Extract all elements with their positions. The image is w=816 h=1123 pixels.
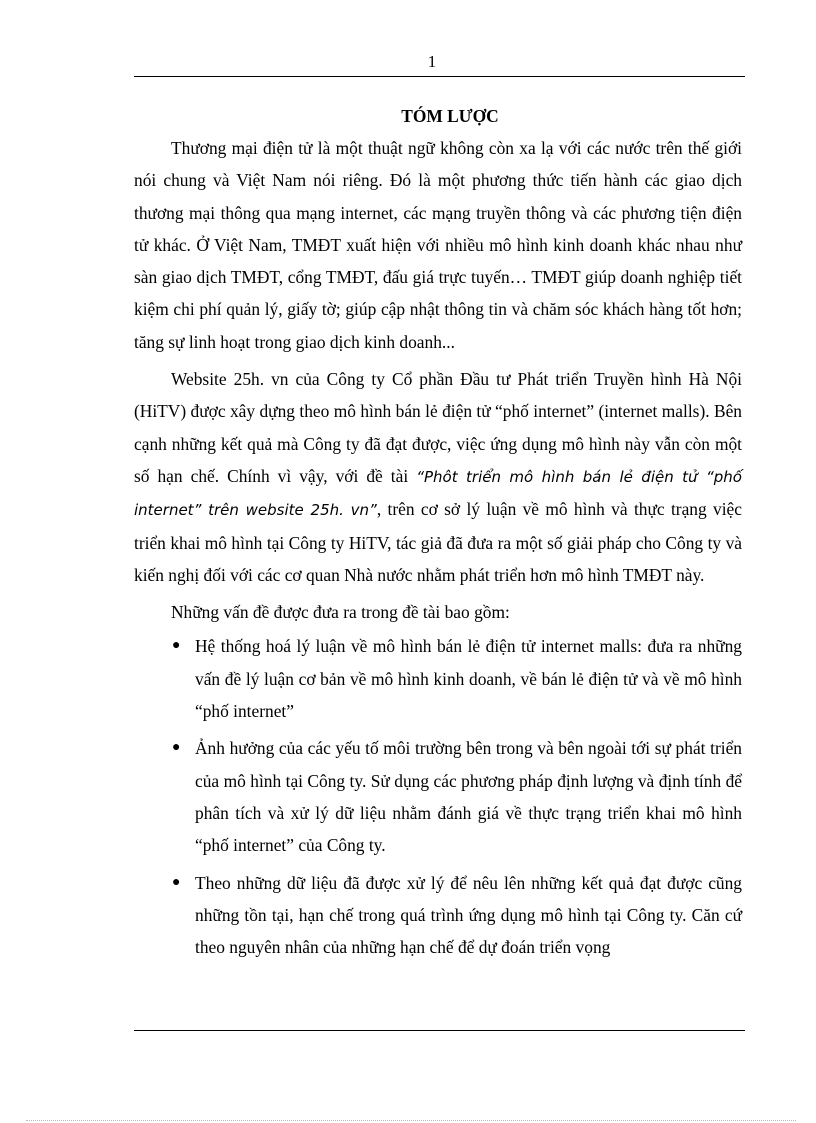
issues-list <box>134 630 742 963</box>
header-rule <box>134 76 745 77</box>
paragraph-website-text-2: , trên cơ sở lý luận về mô hình và thực trạng việc triển khai mô hình tại Công ty HiTV, tác giả đã đưa ra một số giải pháp cho Công ty và kiến nghị đối với các cơ quan Nhà nước nhằm phát triển hơn mô hình TMĐT này. <box>134 499 742 585</box>
list-item-text: Theo những dữ liệu đã được xử lý để nêu lên những kết quả đạt được cũng những tồn tại, hạn chế trong quá trình ứng dụng mô hình tại Công ty. Căn cứ theo nguyên nhân của những hạn chế để dự đoán triển vọng <box>195 872 742 958</box>
paragraph-intro: Thương mại điện tử là một thuật ngữ không còn xa lạ với các nước trên thế giới nói chung và Việt Nam nói riêng. Đó là một phương thức tiến hành các giao dịch thương mại thông qua mạng internet, các mạng truyền thông và các phương tiện điện tử khác. Ở Việt Nam, TMĐT xuất hiện với nhiều mô hình kinh doanh khác nhau như sàn giao dịch TMĐT, cổng TMĐT, đấu giá trực tuyến… TMĐT giúp doanh nghiệp tiết kiệm chi phí quản lý, giấy tờ; giúp cập nhật thông tin và chăm sóc khách hàng tốt hơn; tăng sự linh hoạt trong giao dịch kinh doanh... <box>134 138 742 352</box>
list-item-text: Hệ thống hoá lý luận về mô hình bán lẻ điện tử internet malls: đưa ra những vấn đề lý luận cơ bản về mô hình kinh doanh, về bán lẻ điện tử và về mô hình “phố internet” <box>195 636 742 722</box>
page-title: TÓM LƯỢC <box>401 106 499 126</box>
paragraph-issues-lead: Những vấn đề được đưa ra trong đề tài bao gồm: <box>171 602 510 623</box>
footer-rule <box>134 1030 745 1031</box>
page-number: 1 <box>427 52 437 71</box>
list-item <box>134 867 742 964</box>
bullet-dot-icon: ● <box>172 638 181 654</box>
page-edge-dotted-line <box>26 1120 796 1121</box>
bullet-dot-icon: ● <box>172 740 181 756</box>
bullet-dot-icon: ● <box>172 874 181 890</box>
list-item-text: Ảnh hưởng của các yếu tố môi trường bên trong và bên ngoài tới sự phát triển của mô hình tại Công ty. Sử dụng các phương pháp định lượng và định tính để phân tích và xử lý dữ liệu nhằm đánh giá về thực trạng triển khai mô hình “phố internet” của Công ty. <box>195 738 742 856</box>
list-item <box>134 732 742 861</box>
thesis-topic-italic: “Phôt triển mô hình bán lẻ điện tử “phố internet” trên website 25h. vn” <box>134 467 742 520</box>
paragraph-website-text-1: Website 25h. vn của Công ty Cổ phần Đầu tư Phát triển Truyền hình Hà Nội (HiTV) được xây dựng theo mô hình bán lẻ điện tử “phố internet” (internet malls). Bên cạnh những kết quả mà Công ty đã đạt được, việc ứng dụng mô hình này vẫn còn một số hạn chế. Chính vì vậy, với đề tài <box>134 369 742 486</box>
page-content <box>134 100 742 968</box>
paragraph-website <box>134 363 742 591</box>
list-item <box>134 630 742 727</box>
